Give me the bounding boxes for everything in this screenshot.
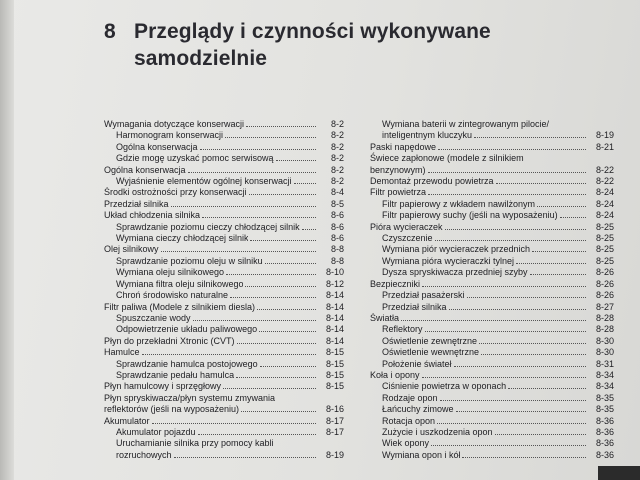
toc-entry-page: 8-24 xyxy=(595,198,614,209)
toc-entry[interactable] xyxy=(104,199,344,210)
toc-entry-label: Światła xyxy=(370,312,400,323)
toc-entry[interactable] xyxy=(104,347,344,358)
dot-leader xyxy=(142,354,316,355)
dot-leader xyxy=(437,423,586,424)
toc-entry[interactable] xyxy=(370,199,614,210)
toc-entry-label: Filtr powietrza xyxy=(370,187,427,198)
toc-entry[interactable] xyxy=(370,210,614,221)
toc-entry-label: Bezpieczniki xyxy=(370,278,421,289)
toc-entry[interactable] xyxy=(104,438,344,461)
dot-leader xyxy=(276,160,316,161)
toc-entry-label: Wymiana opon i kół xyxy=(382,449,461,460)
toc-entry-label: Płyn spryskiwacza/płyn systemu zmywania xyxy=(104,392,276,403)
toc-entry-label: Spuszczanie wody xyxy=(116,312,191,323)
dot-leader xyxy=(249,194,316,195)
toc-entry[interactable] xyxy=(370,404,614,415)
toc-entry-label: Czyszczenie xyxy=(382,233,433,244)
toc-entry-label: Ogólna konserwacja xyxy=(104,164,186,175)
toc-entry-page: 8-6 xyxy=(330,233,344,244)
chapter-title-line1: Przeglądy i czynności wykonywane xyxy=(134,20,491,43)
dot-leader xyxy=(236,377,316,378)
toc-entry[interactable] xyxy=(370,119,614,142)
dot-leader xyxy=(508,388,586,389)
toc-entry-label: Akumulator pojazdu xyxy=(116,426,196,437)
toc-entry-label: reflektorów (jeśli na wyposażeniu) xyxy=(104,404,240,415)
toc-entry-label: Położenie świateł xyxy=(382,358,452,369)
dot-leader xyxy=(265,263,316,264)
dot-leader xyxy=(202,217,316,218)
chapter-title-line2: samodzielnie xyxy=(134,47,268,70)
toc-entry-page: 8-30 xyxy=(595,335,614,346)
toc-entry-page: 8-25 xyxy=(595,244,614,255)
dot-leader xyxy=(193,320,316,321)
dot-leader xyxy=(174,457,316,458)
dot-leader xyxy=(302,229,316,230)
toc-entry-page: 8-36 xyxy=(595,426,614,437)
toc-entry-page: 8-6 xyxy=(330,221,344,232)
toc-entry-page: 8-8 xyxy=(330,255,344,266)
dot-leader xyxy=(474,137,586,138)
toc-entry[interactable] xyxy=(370,313,614,324)
dot-leader xyxy=(152,423,316,424)
toc-entry-page: 8-22 xyxy=(595,176,614,187)
toc-entry-page: 8-24 xyxy=(595,187,614,198)
toc-entry-label: Wymagania dotyczące konserwacji xyxy=(104,119,244,129)
toc-entry-page: 8-25 xyxy=(595,221,614,232)
dot-leader xyxy=(294,183,316,184)
toc-entry-label: Paski napędowe xyxy=(370,141,437,152)
dot-leader xyxy=(401,320,586,321)
toc-entry[interactable] xyxy=(370,187,614,198)
dot-leader xyxy=(225,137,316,138)
dot-leader xyxy=(223,388,316,389)
toc-entry[interactable] xyxy=(104,324,344,335)
toc-entry-label: Harmonogram konserwacji xyxy=(116,130,224,141)
toc-entry-page: 8-2 xyxy=(330,119,344,129)
toc-entry-label: Zużycie i uszkodzenia opon xyxy=(382,426,493,437)
toc-entry-page: 8-26 xyxy=(595,267,614,278)
toc-entry[interactable] xyxy=(104,267,344,278)
toc-entry-page: 8-4 xyxy=(330,187,344,198)
dot-leader xyxy=(454,366,586,367)
toc-entry-page: 8-12 xyxy=(325,278,344,289)
dot-leader xyxy=(479,343,586,344)
dot-leader xyxy=(161,251,316,252)
toc-entry-label: Ogólna konserwacja xyxy=(116,141,198,152)
dot-leader xyxy=(438,149,586,150)
dot-leader xyxy=(198,434,316,435)
toc-entry-label: Środki ostrożności przy konserwacji xyxy=(104,187,247,198)
toc-entry[interactable] xyxy=(370,381,614,392)
toc-entry-label: Olej silnikowy xyxy=(104,244,159,255)
toc-entry-page: 8-2 xyxy=(330,164,344,175)
toc-entry-label: Świece zapłonowe (modele z silnikiem xyxy=(370,153,524,164)
dot-leader xyxy=(462,457,586,458)
dot-leader xyxy=(226,274,316,275)
toc-entry-page: 8-24 xyxy=(595,210,614,221)
dot-leader xyxy=(428,194,586,195)
toc-entry[interactable] xyxy=(370,438,614,449)
toc-entry-label: Filtr paliwa (Modele z silnikiem diesla) xyxy=(104,301,256,312)
toc-entry-page: 8-17 xyxy=(325,415,344,426)
dot-leader xyxy=(241,411,316,412)
toc-entry-label: Wyjaśnienie elementów ogólnej konserwacji xyxy=(116,176,292,187)
toc-entry-page: 8-5 xyxy=(330,198,344,209)
toc-entry[interactable] xyxy=(104,210,344,221)
toc-entry[interactable] xyxy=(370,290,614,301)
toc-entry-label: Płyn do przekładni Xtronic (CVT) xyxy=(104,335,235,346)
toc-entry-label: Płyn hamulcowy i sprzęgłowy xyxy=(104,381,222,392)
toc-entry[interactable] xyxy=(370,370,614,381)
page-binding-edge xyxy=(0,0,14,480)
dot-leader xyxy=(495,434,586,435)
toc-entry-label: Sprawdzanie pedału hamulca xyxy=(116,369,235,380)
toc-entry[interactable] xyxy=(104,381,344,392)
toc-entry[interactable] xyxy=(370,142,614,153)
toc-entry[interactable] xyxy=(370,324,614,335)
dot-leader xyxy=(246,126,316,127)
chapter-heading xyxy=(104,18,624,72)
toc-entry-page: 8-35 xyxy=(595,392,614,403)
toc-entry-label: Ciśnienie powietrza w oponach xyxy=(382,381,507,392)
toc-entry-label: Przedział silnika xyxy=(104,198,169,209)
toc-entry-page: 8-35 xyxy=(595,404,614,415)
toc-entry[interactable] xyxy=(104,222,344,233)
dot-leader xyxy=(259,331,316,332)
dot-leader xyxy=(188,172,316,173)
toc-entry-page: 8-6 xyxy=(330,210,344,221)
toc-column-left xyxy=(104,119,344,461)
chapter-number: 8 xyxy=(104,20,116,43)
toc-entry-label: Sprawdzanie poziomu oleju w silniku xyxy=(116,255,263,266)
dot-leader xyxy=(425,331,586,332)
toc-entry-label: Oświetlenie zewnętrzne xyxy=(382,335,478,346)
toc-entry-page: 8-2 xyxy=(330,176,344,187)
toc-entry-page: 8-14 xyxy=(325,301,344,312)
toc-entry[interactable] xyxy=(104,427,344,438)
toc-entry[interactable] xyxy=(104,244,344,255)
toc-entry-label: Filtr papierowy suchy (jeśli na wyposażeniu) xyxy=(382,210,558,221)
toc-entry-page: 8-2 xyxy=(330,141,344,152)
dot-leader xyxy=(532,251,586,252)
dot-leader xyxy=(449,309,586,310)
toc-entry-page: 8-14 xyxy=(325,324,344,335)
toc-entry[interactable] xyxy=(104,370,344,381)
toc-entry-label: Wymiana filtra oleju silnikowego xyxy=(116,278,244,289)
toc-entry[interactable] xyxy=(104,302,344,313)
toc-entry[interactable] xyxy=(104,313,344,324)
toc-entry[interactable] xyxy=(104,130,344,141)
toc-entry[interactable] xyxy=(370,256,614,267)
toc-entry-page: 8-34 xyxy=(595,369,614,380)
toc-entry-label: Odpowietrzenie układu paliwowego xyxy=(116,324,258,335)
toc-entry-label: Pióra wycieraczek xyxy=(370,221,443,232)
dot-leader xyxy=(440,400,586,401)
toc-entry[interactable] xyxy=(370,427,614,438)
toc-entry-label: Łańcuchy zimowe xyxy=(382,404,454,415)
dot-leader xyxy=(560,217,586,218)
toc-entry-label: Koła i opony xyxy=(370,369,420,380)
toc-entry-label: Wymiana piór wycieraczek przednich xyxy=(382,244,530,255)
toc-entry[interactable] xyxy=(370,244,614,255)
dot-leader xyxy=(422,286,586,287)
toc-entry-page: 8-34 xyxy=(595,381,614,392)
toc-entry-page: 8-19 xyxy=(595,130,614,141)
toc-entry[interactable] xyxy=(104,416,344,427)
toc-entry[interactable] xyxy=(104,359,344,370)
toc-entry-page: 8-31 xyxy=(595,358,614,369)
toc-column-right xyxy=(370,119,614,461)
toc-entry-page: 8-10 xyxy=(325,267,344,278)
toc-entry-label: Układ chłodzenia silnika xyxy=(104,210,201,221)
dot-leader xyxy=(530,274,586,275)
toc-entry-label: Gdzie mogę uzyskać pomoc serwisową xyxy=(116,153,274,164)
toc-entry[interactable] xyxy=(370,153,614,176)
toc-entry-label: Demontaż przewodu powietrza xyxy=(370,176,494,187)
toc-entry-page: 8-15 xyxy=(325,381,344,392)
dot-leader xyxy=(230,297,316,298)
toc-entry-label: Reflektory xyxy=(382,324,423,335)
toc-entry[interactable] xyxy=(370,416,614,427)
dot-leader xyxy=(257,309,316,310)
dot-leader xyxy=(435,240,586,241)
toc-entry[interactable] xyxy=(370,450,614,461)
toc-entry-label: Wymiana pióra wycieraczki tylnej xyxy=(382,255,514,266)
toc-entry-page: 8-14 xyxy=(325,290,344,301)
toc-entry[interactable] xyxy=(104,165,344,176)
toc-entry[interactable] xyxy=(104,393,344,416)
toc-entry-page: 8-22 xyxy=(595,164,614,175)
toc-entry-page: 8-25 xyxy=(595,255,614,266)
toc-entry-label: Uruchamianie silnika przy pomocy kabli xyxy=(116,438,274,449)
dot-leader xyxy=(200,149,316,150)
toc-entry[interactable] xyxy=(104,142,344,153)
toc-entry-label: Wymiana baterii w zintegrowanym pilocie/ xyxy=(382,119,549,129)
toc-entry-label: Dysza spryskiwacza przedniej szyby xyxy=(382,267,528,278)
toc-entry-page: 8-26 xyxy=(595,278,614,289)
background-surface xyxy=(598,466,640,480)
toc-entry[interactable] xyxy=(104,187,344,198)
toc-entry[interactable] xyxy=(104,233,344,244)
toc-entry[interactable] xyxy=(370,359,614,370)
toc-entry-page: 8-36 xyxy=(595,449,614,460)
toc-entry[interactable] xyxy=(104,336,344,347)
toc-entry-label: Wiek opony xyxy=(382,438,430,449)
dot-leader xyxy=(422,377,586,378)
toc-entry-label: Rodzaje opon xyxy=(382,392,438,403)
dot-leader xyxy=(428,172,586,173)
toc-entry[interactable] xyxy=(370,233,614,244)
toc-entry-page: 8-28 xyxy=(595,312,614,323)
dot-leader xyxy=(456,411,586,412)
toc-entry-page: 8-2 xyxy=(330,130,344,141)
toc-entry-label: Wymiana cieczy chłodzącej silnik xyxy=(116,233,249,244)
toc-entry-label: Rotacja opon xyxy=(382,415,436,426)
toc-entry-label: Przedział silnika xyxy=(382,301,447,312)
toc-entry[interactable] xyxy=(104,176,344,187)
toc-entry-label: Sprawdzanie poziomu cieczy chłodzącej silnik xyxy=(116,221,300,232)
dot-leader xyxy=(431,445,586,446)
toc-entry[interactable] xyxy=(370,279,614,290)
toc-entry-label: Wymiana oleju silnikowego xyxy=(116,267,224,278)
dot-leader xyxy=(237,343,316,344)
toc-entry-page: 8-36 xyxy=(595,415,614,426)
toc-entry-label: Sprawdzanie hamulca postojowego xyxy=(116,358,258,369)
toc-entry-page: 8-30 xyxy=(595,347,614,358)
toc-entry[interactable] xyxy=(104,279,344,290)
toc-entry-page: 8-15 xyxy=(325,347,344,358)
toc-entry-page: 8-17 xyxy=(325,426,344,437)
toc-entry-page: 8-26 xyxy=(595,290,614,301)
toc-entry[interactable] xyxy=(370,336,614,347)
toc-entry-page: 8-27 xyxy=(595,301,614,312)
toc-entry-page: 8-28 xyxy=(595,324,614,335)
toc-entry-page: 8-8 xyxy=(330,244,344,255)
toc-entry[interactable] xyxy=(370,302,614,313)
toc-entry-label: inteligentnym kluczyku xyxy=(382,130,473,141)
toc-entry-label: Akumulator xyxy=(104,415,150,426)
dot-leader xyxy=(171,206,316,207)
toc-entry-label: Chroń środowisko naturalne xyxy=(116,290,229,301)
dot-leader xyxy=(445,229,586,230)
dot-leader xyxy=(481,354,586,355)
toc-entry[interactable] xyxy=(104,256,344,267)
toc-entry[interactable] xyxy=(370,267,614,278)
toc-entry[interactable] xyxy=(104,290,344,301)
dot-leader xyxy=(537,206,586,207)
toc-entry-label: Przedział pasażerski xyxy=(382,290,465,301)
toc-entry-page: 8-21 xyxy=(595,141,614,152)
toc-entry-label: Filtr papierowy z wkładem nawilżonym xyxy=(382,198,536,209)
toc-entry[interactable] xyxy=(370,176,614,187)
toc-entry[interactable] xyxy=(370,347,614,358)
toc-entry[interactable] xyxy=(370,222,614,233)
dot-leader xyxy=(496,183,586,184)
dot-leader xyxy=(467,297,586,298)
dot-leader xyxy=(250,240,316,241)
toc-entry[interactable] xyxy=(370,393,614,404)
dot-leader xyxy=(245,286,316,287)
toc-entry-page: 8-14 xyxy=(325,335,344,346)
toc-entry-label: Hamulce xyxy=(104,347,140,358)
toc-entry-label: benzynowym) xyxy=(370,164,426,175)
dot-leader xyxy=(516,263,586,264)
toc-entry-page: 8-16 xyxy=(325,404,344,415)
toc-entry-page: 8-2 xyxy=(330,153,344,164)
toc-entry-page: 8-19 xyxy=(325,449,344,460)
toc-entry-page: 8-15 xyxy=(325,358,344,369)
toc-entry-page: 8-36 xyxy=(595,438,614,449)
toc-entry-page: 8-15 xyxy=(325,369,344,380)
dot-leader xyxy=(260,366,316,367)
toc-entry-label: Oświetlenie wewnętrzne xyxy=(382,347,480,358)
toc-entry-page: 8-25 xyxy=(595,233,614,244)
toc-entry[interactable] xyxy=(104,153,344,164)
toc-entry-page: 8-14 xyxy=(325,312,344,323)
toc-entry[interactable] xyxy=(104,119,344,130)
toc-entry-label: rozruchowych xyxy=(116,449,172,460)
